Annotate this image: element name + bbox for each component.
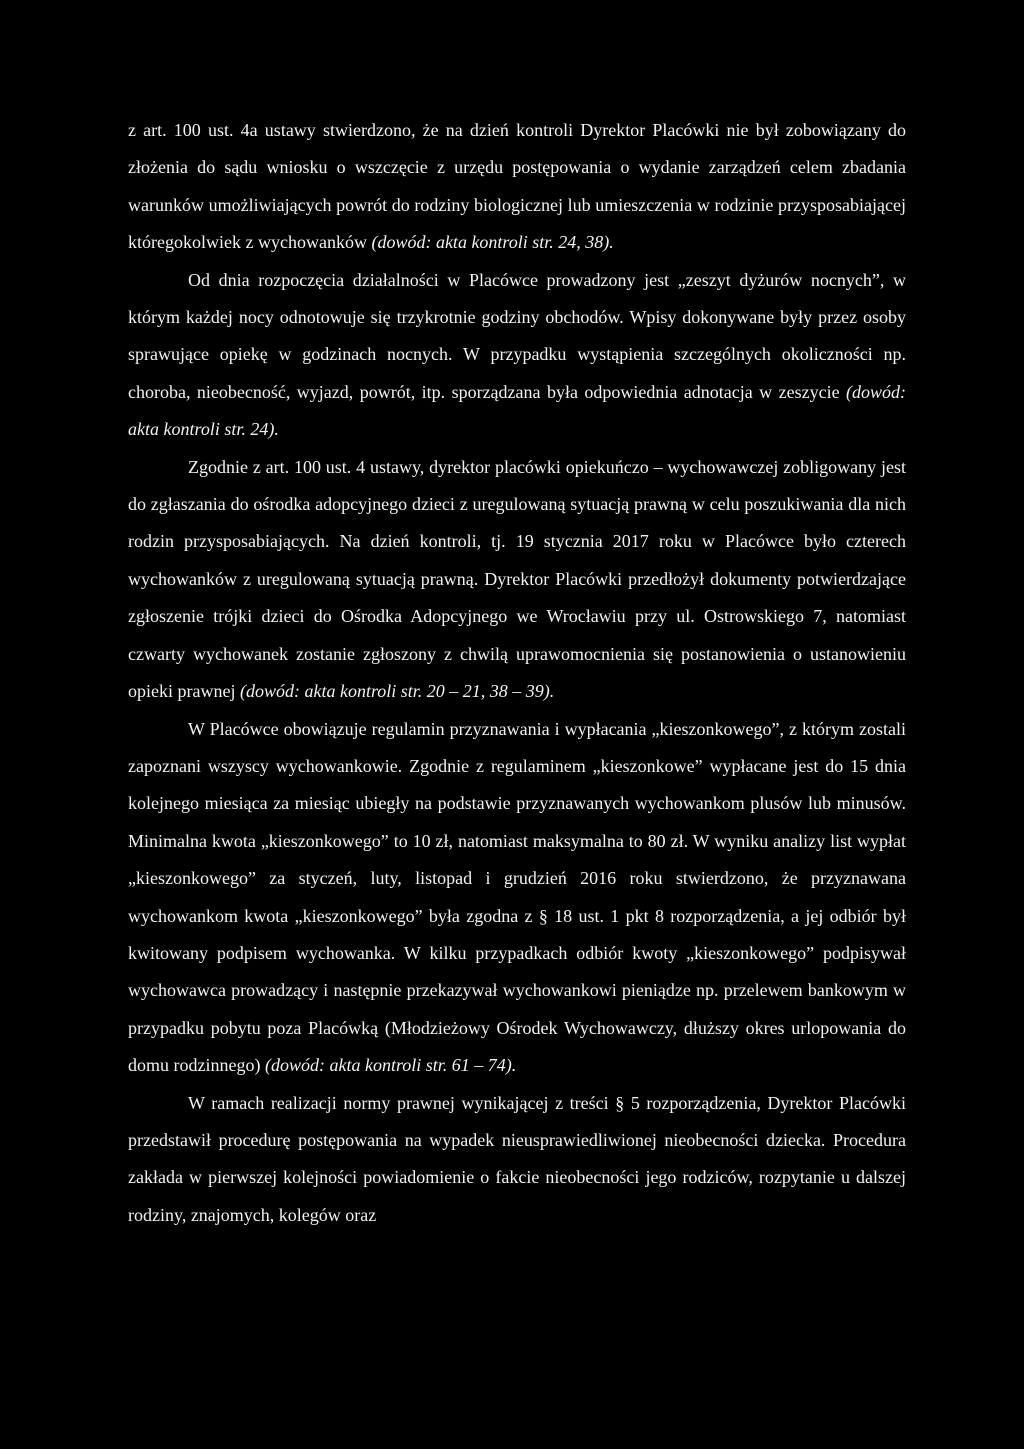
paragraph-pocket-money xyxy=(128,711,906,1085)
paragraph-absence-procedure xyxy=(128,1085,906,1235)
evidence-citation: (dowód: akta kontroli str. 24, 38). xyxy=(371,232,614,253)
paragraph-adoption-reporting xyxy=(128,449,906,711)
evidence-citation: (dowód: akta kontroli str. 61 – 74). xyxy=(264,1055,517,1076)
document-page xyxy=(128,112,906,1234)
evidence-citation: (dowód: akta kontroli str. 20 – 21, 38 – 39). xyxy=(239,681,555,702)
paragraph-text: Od dnia rozpoczęcia działalności w Placówce prowadzony jest „zeszyt dyżurów nocnych”, w którym każdej nocy odnotowuje się trzykrotnie godziny obchodów. Wpisy dokonywane były przez osoby sprawujące opiekę w godzinach nocnych. W przypadku wystąpienia szczególnych okoliczności np. choroba, nieobecność, wyjazd, powrót, itp. sporządzana była odpowiednia adnotacja w zeszycie xyxy=(128,269,906,402)
paragraph-text: W ramach realizacji normy prawnej wynikającej z treści § 5 rozporządzenia, Dyrektor Placówki przedstawił procedurę postępowania na wypadek nieusprawiedliwionej nieobecności dziecka. Procedura zakłada w pierwszej kolejności powiadomienie o fakcie nieobecności jego rodziców, rozpytanie u dalszej rodziny, znajomych, kolegów oraz xyxy=(128,1092,906,1225)
evidence-citation: (dowód: akta kontroli str. 24). xyxy=(128,381,906,440)
paragraph-text: z art. 100 ust. 4a ustawy stwierdzono, że na dzień kontroli Dyrektor Placówki nie był zobowiązany do złożenia do sądu wniosku o wszczęcie z urzędu postępowania o wydanie zarządzeń celem zbadania warunków umożliwiających powrót do rodziny biologicznej lub umieszczenia w rodzinie przysposabiającej któregokolwiek z wychowanków xyxy=(128,120,906,253)
paragraph-text: Zgodnie z art. 100 ust. 4 ustawy, dyrektor placówki opiekuńczo – wychowawczej zobligowany jest do zgłaszania do ośrodka adopcyjnego dzieci z uregulowaną sytuacją prawną w celu poszukiwania dla nich rodzin przysposabiających. Na dzień kontroli, tj. 19 stycznia 2017 roku w Placówce było czterech wychowanków z uregulowaną sytuacją prawną. Dyrektor Placówki przedłożył dokumenty potwierdzające zgłoszenie trójki dzieci do Ośrodka Adopcyjnego we Wrocławiu przy ul. Ostrowskiego 7, natomiast czwarty wychowanek zostanie zgłoszony z chwilą uprawomocnienia się postanowienia o ustanowieniu opieki prawnej xyxy=(128,456,906,702)
paragraph-placement-review xyxy=(128,112,906,262)
paragraph-text: W Placówce obowiązuje regulamin przyznawania i wypłacania „kieszonkowego”, z którym zostali zapoznani wszyscy wychowankowie. Zgodnie z regulaminem „kieszonkowe” wypłacane jest do 15 dnia kolejnego miesiąca za miesiąc ubiegły na podstawie przyznawanych wychowankom plusów lub minusów. Minimalna kwota „kieszonkowego” to 10 zł, natomiast maksymalna to 80 zł. W wyniku analizy list wypłat „kieszonkowego” za styczeń, luty, listopad i grudzień 2016 roku stwierdzono, że przyznawana wychowankom kwota „kieszonkowego” była zgodna z § 18 ust. 1 pkt 8 rozporządzenia, a jej odbiór był kwitowany podpisem wychowanka. W kilku przypadkach odbiór kwoty „kieszonkowego” podpisywał wychowawca prowadzący i następnie przekazywał wychowankowi pieniądze np. przelewem bankowym w przypadku pobytu poza Placówką (Młodzieżowy Ośrodek Wychowawczy, dłuższy okres urlopowania do domu rodzinnego) xyxy=(128,718,906,1076)
paragraph-night-duty-log xyxy=(128,262,906,449)
